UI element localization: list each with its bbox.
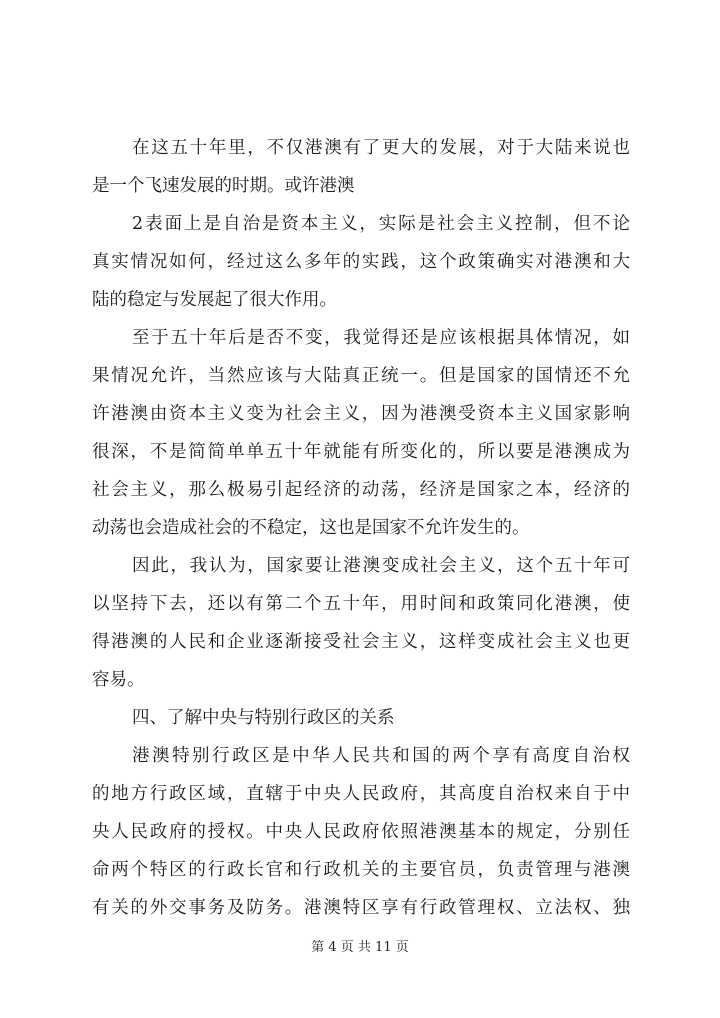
text-line: 2表面上是自治是资本主义，实际是社会主义控制，但不论: [132, 214, 630, 234]
text-line: 至于五十年后是否不变，我觉得还是应该根据具体情况，如: [132, 328, 630, 348]
text-line: 因此，我认为，国家要让港澳变成社会主义，这个五十年可: [132, 556, 630, 576]
text-line: 港澳特别行政区是中华人民共和国的两个享有高度自治权: [132, 746, 630, 766]
text-line: 有关的外交事务及防务。港澳特区享有行政管理权、立法权、独: [92, 898, 630, 918]
text-line: 果情况允许，当然应该与大陆真正统一。但是国家的国情还不允: [92, 366, 630, 386]
text-line: 容易。: [92, 670, 145, 690]
page-number-footer: 第 4 页 共 11 页: [311, 940, 409, 955]
text-line: 在这五十年里，不仅港澳有了更大的发展，对于大陆来说也: [132, 138, 630, 158]
text-line: 很深，不是简简单单五十年就能有所变化的，所以要是港澳成为: [92, 442, 630, 462]
text-line: 命两个特区的行政长官和行政机关的主要官员，负责管理与港澳: [92, 860, 630, 880]
text-line: 是一个飞速发展的时期。或许港澳: [92, 176, 355, 196]
text-line: 以坚持下去，还以有第二个五十年，用时间和政策同化港澳，使: [92, 594, 630, 614]
text-line: 的地方行政区域，直辖于中央人民政府，其高度自治权来自于中: [92, 784, 630, 804]
text-line: 得港澳的人民和企业逐渐接受社会主义，这样变成社会主义也更: [92, 632, 630, 652]
text-line: 央人民政府的授权。中央人民政府依照港澳基本的规定，分别任: [92, 822, 630, 842]
text-line: 许港澳由资本主义变为社会主义，因为港澳受资本主义国家影响: [92, 404, 630, 424]
document-body: [92, 129, 630, 927]
text-line: 社会主义，那么极易引起经济的动荡，经济是国家之本，经济的: [92, 480, 630, 500]
text-line: 动荡也会造成社会的不稳定，这也是国家不允许发生的。: [92, 518, 530, 538]
text-line: 真实情况如何，经过这么多年的实践，这个政策确实对港澳和大: [92, 252, 630, 272]
section-heading: 四、了解中央与特别行政区的关系: [132, 708, 395, 728]
text-line: 陆的稳定与发展起了很大作用。: [92, 290, 337, 310]
